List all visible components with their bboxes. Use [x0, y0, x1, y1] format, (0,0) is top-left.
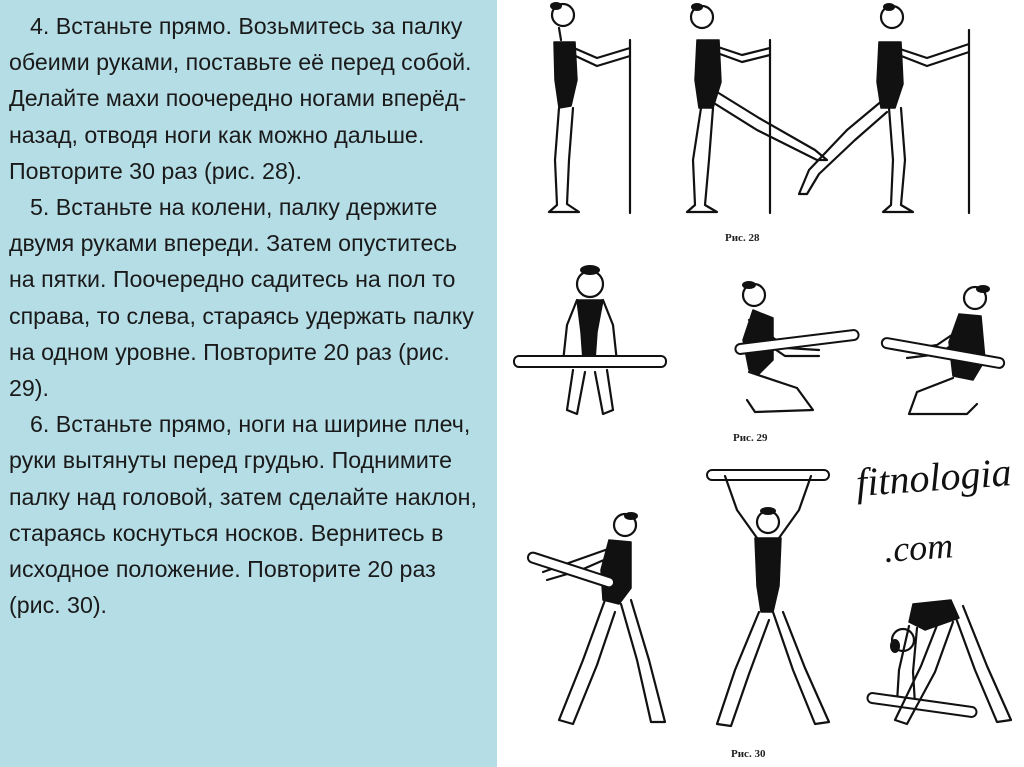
watermark-line-1: fitnologia	[854, 449, 1013, 505]
fig-29-group	[514, 265, 1005, 444]
fig-29-figure-front	[514, 265, 666, 414]
exercise-5-text: 5. Встаньте на колени, палку держите двумя руками впереди. Затем опуститесь на пятки. Поочередно садитесь на пол то справа, то слева, стараясь удержать палку на одном уровне. Повторите 20 раз (рис. 29).	[9, 194, 474, 402]
fig-29-caption: Рис. 29	[733, 432, 768, 444]
fig-28-caption: Рис. 28	[725, 232, 760, 244]
exercise-4-text: 4. Встаньте прямо. Возьмитесь за палку обеими руками, поставьте её перед собой. Делайте махи поочередно ногами вперёд-назад, отводя ноги как можно дальше. Повторите 30 раз (рис. 28).	[9, 13, 472, 184]
instructions-panel	[0, 0, 497, 767]
fig-29-figure-side-right	[881, 285, 1005, 414]
fig-28-figure-swing-back	[687, 3, 827, 213]
fig-28-figure-swing-forward	[799, 3, 969, 213]
fig-30-group	[527, 470, 1011, 760]
fig-28-group	[549, 2, 969, 244]
exercise-6-text: 6. Встаньте прямо, ноги на ширине плеч, руки вытянуты перед грудью. Поднимите палку над головой, затем сделайте наклон, стараясь коснуться носков. Вернитесь в исходное положение. Повторите 20 раз (рис. 30).	[9, 411, 477, 619]
fig-28-figure-standing	[549, 2, 630, 213]
illustrations	[497, 0, 1024, 767]
fig-30-figure-bar-overhead	[707, 470, 829, 726]
fig-30-figure-forward-bend	[867, 600, 1011, 724]
fig-29-figure-side-left	[735, 281, 859, 412]
watermark-line-2: .com	[882, 525, 955, 570]
fig-29-bar-1	[514, 356, 666, 367]
fig-30-figure-arms-forward	[527, 512, 665, 724]
fig-30-caption: Рис. 30	[731, 748, 766, 760]
exercise-illustrations	[497, 0, 1024, 767]
